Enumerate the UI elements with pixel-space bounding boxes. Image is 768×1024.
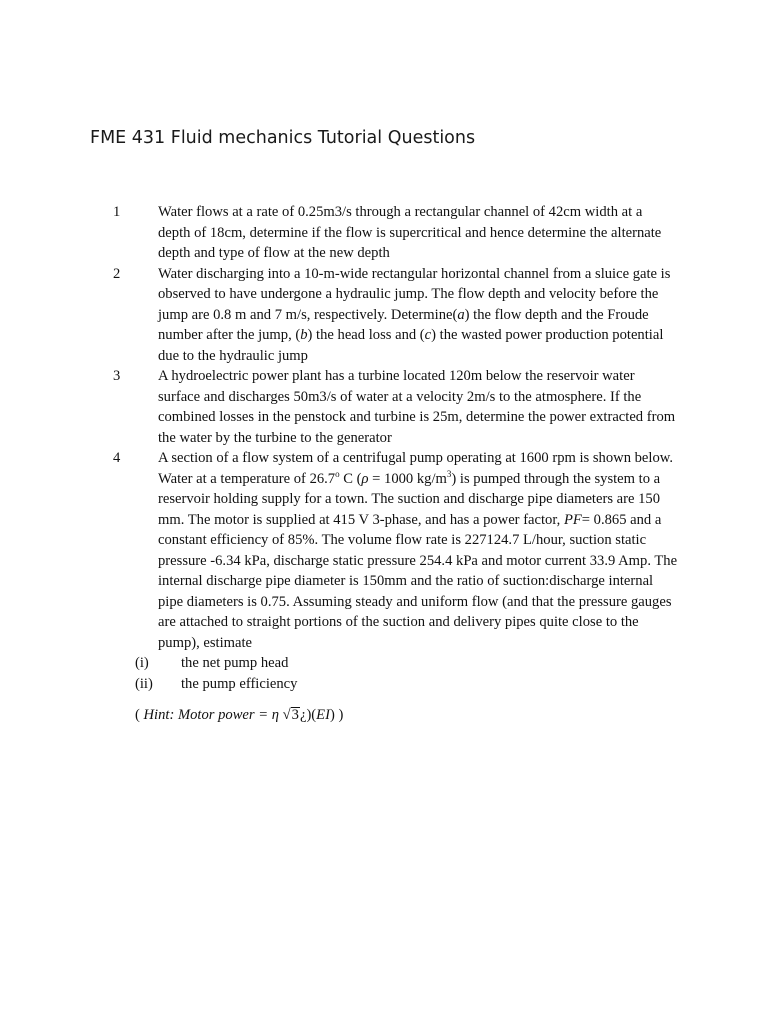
question-text: Water discharging into a 10-m-wide rectangular horizontal channel from a sluice gate is observed to have undergone a hydraulic jump. The flow depth and velocity before the jump are 0.8 m and 7 m/s, respectively. Determine(a) the flow depth and the Froude number after the jump, (b) the head loss and (c) the wasted power production potential due to the hydraulic jump xyxy=(158,265,671,364)
sub-item-text: the net pump head xyxy=(181,655,289,671)
sub-item xyxy=(0,674,768,695)
question-item xyxy=(0,264,768,367)
question-text: A hydroelectric power plant has a turbine located 120m below the reservoir water surface and discharges 50m3/s of water at a velocity 2m/s to the atmosphere. If the combined losses in the penstock and turbine is 25m, determine the power extracted from the water by the turbine to the generator xyxy=(158,368,676,446)
question-number: 2 xyxy=(113,265,121,282)
question-item xyxy=(0,202,768,264)
question-item xyxy=(0,448,768,653)
question-text: A section of a flow system of a centrifugal pump operating at 1600 rpm is shown below. Water at a temperature of 26.7$^o$ C (ρ = 1000 $kg/m^3$) is pumped through the system to a reservoir holding supply for a town. The suction and discharge pipe diameters are 150 mm. The motor is supplied at 415 V 3-phase, and has a power factor, PF= 0.865 and a constant efficiency of 85%. The volume flow rate is 227124.7 L/hour, suction static pressure -6.34 kPa, discharge static pressure 254.4 kPa and motor current 33.9 Amp. The internal discharge pipe diameter is 150mm and the ratio of suction:discharge internal pipe diameters is 0.75. Assuming steady and uniform flow (and that the pressure gauges are attached to straight portions of the suction and delivery pipes quite close to the pump), estimate xyxy=(158,450,678,651)
question-item xyxy=(0,366,768,448)
sub-item-label: (ii) xyxy=(135,675,153,692)
question-number: 1 xyxy=(113,204,121,220)
sub-item-label: (i) xyxy=(135,655,149,671)
hint-formula: ( Hint: Motor power = η √3¿)(EI) ) xyxy=(135,707,344,723)
sub-item-text: the pump efficiency xyxy=(181,675,298,692)
question-number: 3 xyxy=(113,368,121,384)
question-text: Water flows at a rate of 0.25m3/s through a rectangular channel of 42cm width at a depth of 18cm, determine if the flow is supercritical and hence determine the alternate depth and type of flow at the new depth xyxy=(158,204,662,261)
page-title: FME 431 Fluid mechanics Tutorial Questions xyxy=(90,128,476,148)
question-list xyxy=(0,202,768,694)
sub-item xyxy=(0,653,768,674)
question-number: 4 xyxy=(113,450,121,466)
